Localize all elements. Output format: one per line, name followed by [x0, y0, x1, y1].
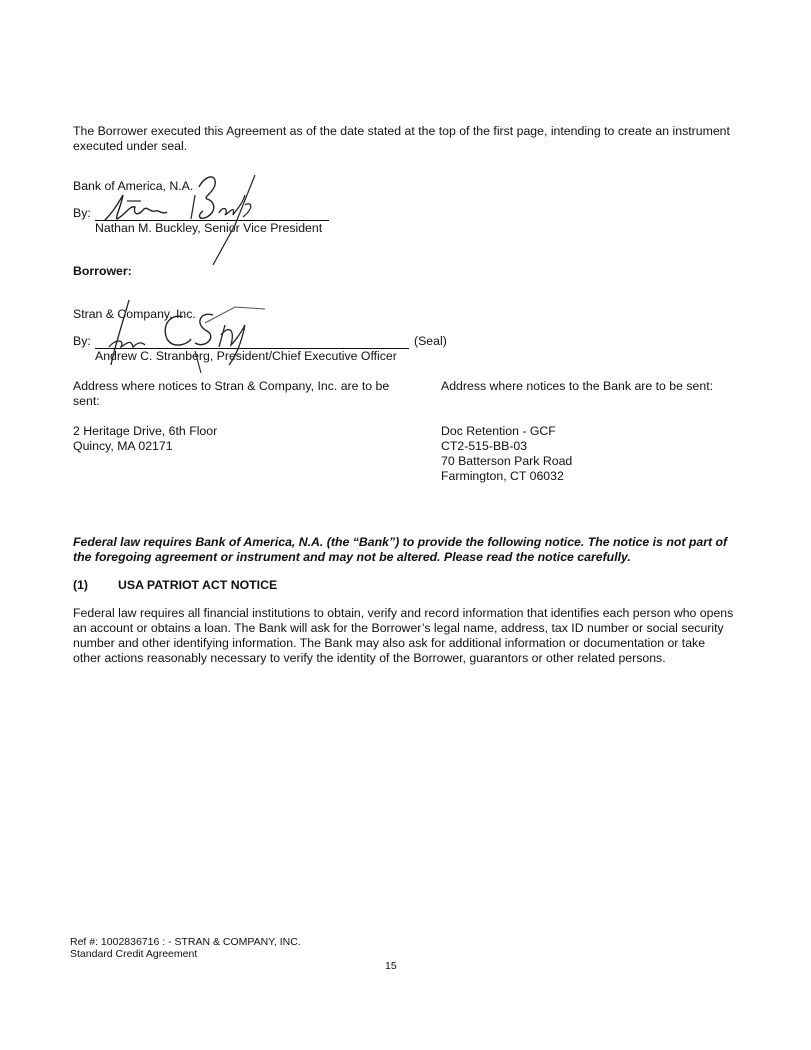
notice-preamble-line: Federal law requires Bank of America, N.A. (the “Bank”) to provide the following notice. The notice is not part of — [73, 535, 728, 549]
intro-line: executed under seal. — [73, 139, 188, 153]
body-line: number and other identifying information. The Bank may also ask for additional information or documentation or take — [73, 636, 706, 650]
borrower-address-line: 2 Heritage Drive, 6th Floor — [73, 424, 218, 438]
notice-preamble-line: the foregoing agreement or instrument and may not be altered. Please read the notice carefully. — [73, 550, 631, 564]
intro-paragraph — [73, 124, 730, 154]
bank-address-block — [441, 379, 713, 484]
borrower-entity-name: Stran & Company, Inc. — [73, 307, 196, 321]
borrower-address-label: sent: — [73, 394, 100, 408]
borrower-address-line: Quincy, MA 02171 — [73, 439, 173, 453]
patriot-act-body — [73, 606, 733, 666]
body-line: other actions reasonably necessary to verify the identity of the Borrower, guarantors or other related persons. — [73, 651, 666, 665]
notice-preamble — [73, 535, 727, 565]
borrower-by-label: By: — [73, 334, 91, 348]
bank-entity-name: Bank of America, N.A. — [73, 179, 194, 193]
bank-address-line: Doc Retention - GCF — [441, 424, 556, 438]
footer-block — [70, 936, 301, 960]
section-title: USA PATRIOT ACT NOTICE — [118, 578, 278, 592]
borrower-signatory-name: Andrew C. Stranberg, President/Chief Executive Officer — [95, 349, 397, 363]
bank-address-line: 70 Batterson Park Road — [441, 454, 573, 468]
body-line: Federal law requires all financial institutions to obtain, verify and record information that identifies each person who opens — [73, 606, 734, 620]
bank-address-label: Address where notices to the Bank are to be sent: — [441, 379, 714, 393]
borrower-heading: Borrower: — [73, 264, 132, 278]
bank-by-label: By: — [73, 206, 91, 220]
section-number: (1) — [73, 578, 89, 592]
bank-address-line: Farmington, CT 06032 — [441, 469, 564, 483]
footer-document-name: Standard Credit Agreement — [70, 948, 198, 960]
bank-signatory-name: Nathan M. Buckley, Senior Vice President — [95, 221, 323, 235]
page-number: 15 — [385, 960, 397, 972]
borrower-address-label: Address where notices to Stran & Company, Inc. are to be — [73, 379, 390, 393]
borrower-address-block — [73, 379, 389, 454]
bank-address-line: CT2-515-BB-03 — [441, 439, 528, 453]
seal-label: (Seal) — [414, 334, 447, 348]
intro-line: The Borrower executed this Agreement as of the date stated at the top of the first page, intending to create an instrument — [73, 124, 730, 138]
body-line: an account or obtains a loan. The Bank will ask for the Borrower’s legal name, address, tax ID number or social security — [73, 621, 724, 635]
footer-reference: Ref #: 1002836716 : - STRAN & COMPANY, INC. — [70, 936, 301, 948]
